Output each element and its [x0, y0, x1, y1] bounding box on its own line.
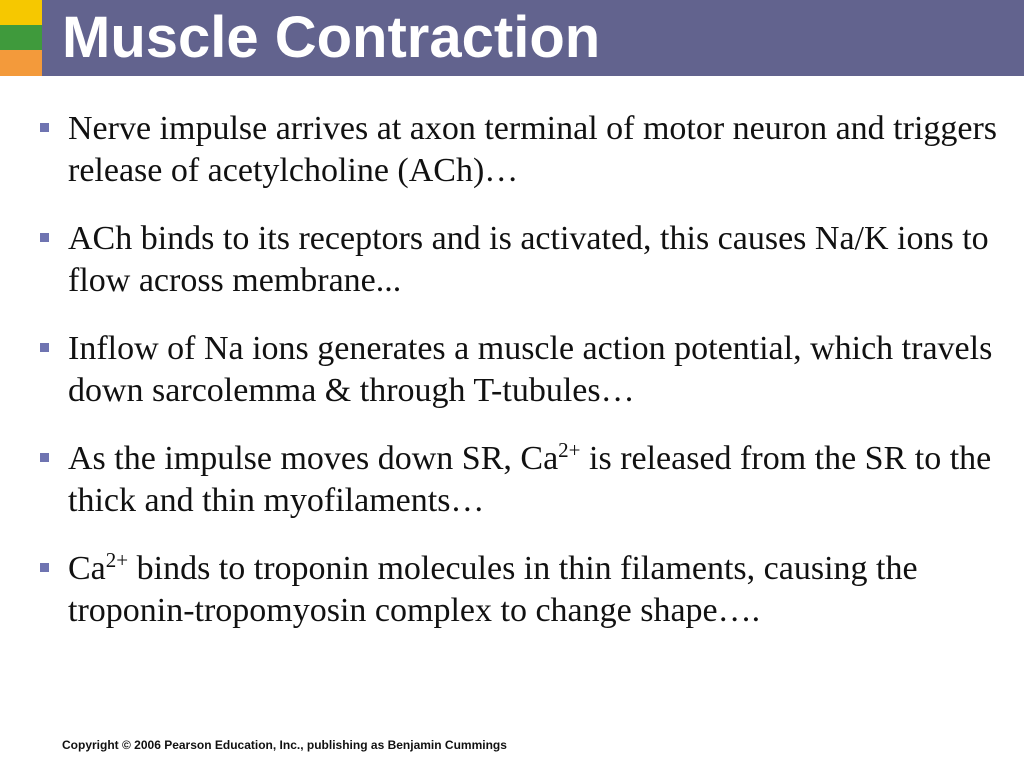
calcium-charge-superscript: 2+ [105, 548, 129, 572]
orange-accent-block [0, 50, 42, 76]
bullet-item-sodium-inflow [0, 328, 1008, 412]
bullet-text-prefix: Ca [68, 550, 106, 587]
bullet-text-suffix: is released from the SR to the thick and thin myofilaments… [68, 440, 992, 519]
bullet-text-suffix: binds to troponin molecules in thin filaments, causing the troponin-tropomyosin complex to change shape…. [68, 550, 918, 629]
slide-title: Muscle Contraction [62, 5, 601, 70]
copyright-notice: Copyright © 2006 Pearson Education, Inc., publishing as Benjamin Cummings [62, 738, 507, 752]
square-bullet-icon [40, 233, 49, 242]
yellow-accent-block [0, 0, 42, 25]
bullet-text-prefix: As the impulse moves down SR, Ca [68, 440, 559, 477]
square-bullet-icon [40, 343, 49, 352]
bullet-item-calcium-release [0, 438, 1008, 522]
square-bullet-icon [40, 453, 49, 462]
bullet-text: Nerve impulse arrives at axon terminal of motor neuron and triggers release of acetylcholine (ACh)… [68, 110, 998, 189]
bullet-item-troponin-binding [0, 548, 1008, 632]
bullet-text: ACh binds to its receptors and is activated, this causes Na/K ions to flow across membrane... [68, 220, 989, 299]
bullet-item-ach-binding [0, 218, 1008, 302]
square-bullet-icon [40, 123, 49, 132]
square-bullet-icon [40, 563, 49, 572]
calcium-charge-superscript: 2+ [558, 438, 581, 462]
green-accent-block [0, 25, 42, 50]
bullet-text: Inflow of Na ions generates a muscle action potential, which travels down sarcolemma & through T-tubules… [68, 330, 993, 409]
bullet-item-nerve-impulse [0, 108, 1008, 192]
bullet-list [0, 108, 1024, 658]
